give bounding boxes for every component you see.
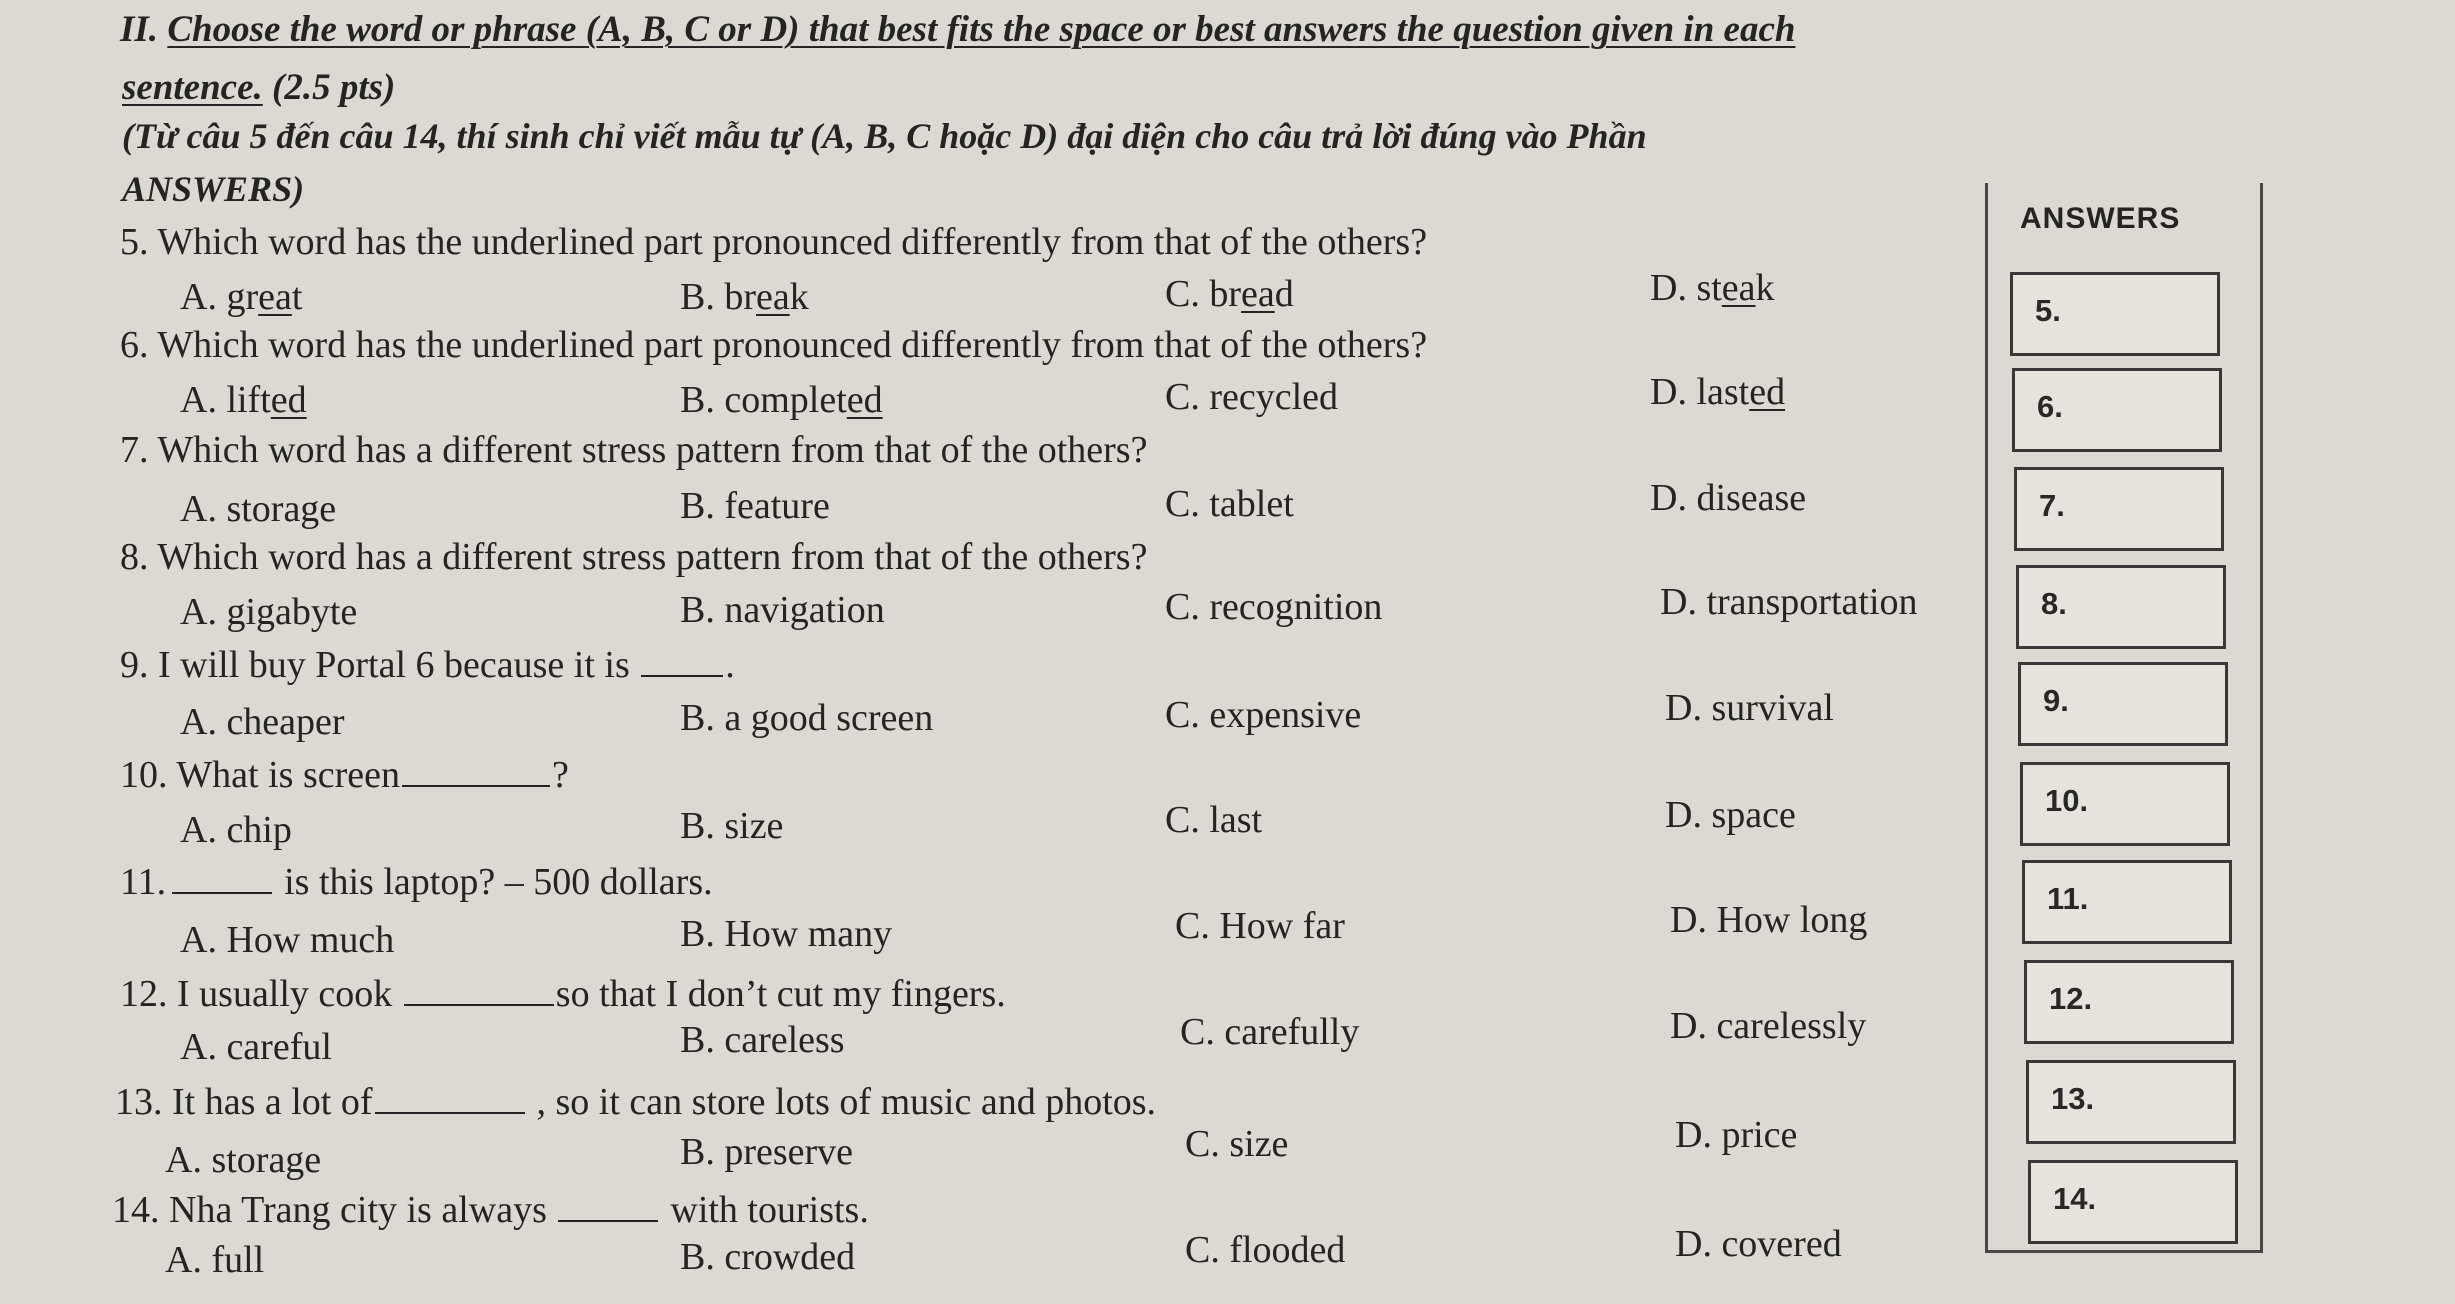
question-10-stem: 10. What is screen ?: [120, 754, 569, 796]
answer-box-9[interactable]: 9.: [2018, 662, 2228, 746]
question-5-stem: 5. Which word has the underlined part pronounced differently from that of the others?: [120, 221, 1428, 263]
question-9-option-d[interactable]: D. survival: [1665, 687, 1834, 729]
answer-box-7[interactable]: 7.: [2014, 467, 2224, 551]
question-9-stem: 9. I will buy Portal 6 because it is .: [120, 644, 735, 686]
instruction-line1: (Từ câu 5 đến câu 14, thí sinh chỉ viết mẫu tự (A, B, C hoặc D) đại diện cho câu trả lời đúng vào Phần: [122, 116, 1647, 156]
question-9-option-a[interactable]: A. cheaper: [180, 701, 345, 743]
question-13-option-d[interactable]: D. price: [1675, 1114, 1798, 1156]
question-10-option-b[interactable]: B. size: [680, 805, 784, 847]
answer-box-6[interactable]: 6.: [2012, 368, 2222, 452]
answer-blank: [402, 783, 550, 787]
question-6-option-b[interactable]: B. completed: [680, 379, 883, 421]
question-9-option-c[interactable]: C. expensive: [1165, 694, 1362, 736]
question-13-option-a[interactable]: A. storage: [165, 1139, 322, 1181]
answer-blank: [558, 1218, 658, 1222]
answer-box-8[interactable]: 8.: [2016, 565, 2226, 649]
question-11-option-b[interactable]: B. How many: [680, 913, 893, 955]
answer-box-13[interactable]: 13.: [2026, 1060, 2236, 1144]
question-11-option-d[interactable]: D. How long: [1670, 899, 1868, 941]
question-6-option-a[interactable]: A. lifted: [180, 379, 307, 421]
question-12-option-b[interactable]: B. careless: [680, 1019, 845, 1061]
answer-box-5[interactable]: 5.: [2010, 272, 2220, 356]
question-10-option-c[interactable]: C. last: [1165, 799, 1263, 841]
answer-box-10[interactable]: 10.: [2020, 762, 2230, 846]
question-10-option-a[interactable]: A. chip: [180, 809, 292, 851]
section-heading-line2: sentence. (2.5 pts): [122, 67, 396, 108]
answer-box-12[interactable]: 12.: [2024, 960, 2234, 1044]
question-10-option-d[interactable]: D. space: [1665, 794, 1796, 836]
question-11-option-a[interactable]: A. How much: [180, 919, 395, 961]
question-7-stem: 7. Which word has a different stress pattern from that of the others?: [120, 429, 1148, 471]
question-8-option-a[interactable]: A. gigabyte: [180, 591, 358, 633]
answers-title: ANSWERS: [2020, 202, 2181, 235]
question-5-option-c[interactable]: C. bread: [1165, 273, 1294, 315]
question-13-option-b[interactable]: B. preserve: [680, 1131, 854, 1173]
instruction-line2: ANSWERS): [122, 169, 305, 209]
question-12-option-c[interactable]: C. carefully: [1180, 1011, 1360, 1053]
answer-blank: [641, 673, 723, 677]
question-11-option-c[interactable]: C. How far: [1175, 905, 1345, 947]
question-14-option-b[interactable]: B. crowded: [680, 1236, 856, 1278]
question-14-option-a[interactable]: A. full: [165, 1239, 265, 1281]
answer-blank: [404, 1002, 554, 1006]
question-8-option-b[interactable]: B. navigation: [680, 589, 885, 631]
question-5-option-a[interactable]: A. great: [180, 276, 303, 318]
answer-box-14[interactable]: 14.: [2028, 1160, 2238, 1244]
question-11-stem: 11. is this laptop? – 500 dollars.: [120, 861, 713, 903]
question-9-option-b[interactable]: B. a good screen: [680, 697, 934, 739]
answer-box-11[interactable]: 11.: [2022, 860, 2232, 944]
question-8-option-d[interactable]: D. transportation: [1660, 581, 1918, 623]
section-heading-line1: II. Choose the word or phrase (A, B, C or D) that best fits the space or best answers the question given in each: [120, 9, 1796, 50]
question-12-stem: 12. I usually cook so that I don’t cut my fingers.: [120, 973, 1006, 1015]
question-13-stem: 13. It has a lot of , so it can store lots of music and photos.: [115, 1081, 1157, 1123]
question-6-option-d[interactable]: D. lasted: [1650, 371, 1786, 413]
question-5-option-b[interactable]: B. break: [680, 276, 809, 318]
question-12-option-d[interactable]: D. carelessly: [1670, 1005, 1867, 1047]
question-7-option-c[interactable]: C. tablet: [1165, 483, 1294, 525]
question-14-option-d[interactable]: D. covered: [1675, 1223, 1842, 1265]
question-6-option-c[interactable]: C. recycled: [1165, 376, 1339, 418]
answer-blank: [172, 890, 272, 894]
question-7-option-d[interactable]: D. disease: [1650, 477, 1807, 519]
question-8-option-c[interactable]: C. recognition: [1165, 586, 1383, 628]
question-8-stem: 8. Which word has a different stress pattern from that of the others?: [120, 536, 1148, 578]
question-5-option-d[interactable]: D. steak: [1650, 267, 1775, 309]
question-7-option-a[interactable]: A. storage: [180, 488, 337, 530]
question-7-option-b[interactable]: B. feature: [680, 485, 830, 527]
question-13-option-c[interactable]: C. size: [1185, 1123, 1289, 1165]
question-6-stem: 6. Which word has the underlined part pronounced differently from that of the others?: [120, 324, 1428, 366]
question-14-stem: 14. Nha Trang city is always with tourists.: [112, 1189, 869, 1231]
question-12-option-a[interactable]: A. careful: [180, 1026, 332, 1068]
question-14-option-c[interactable]: C. flooded: [1185, 1229, 1346, 1271]
answer-blank: [375, 1110, 525, 1114]
